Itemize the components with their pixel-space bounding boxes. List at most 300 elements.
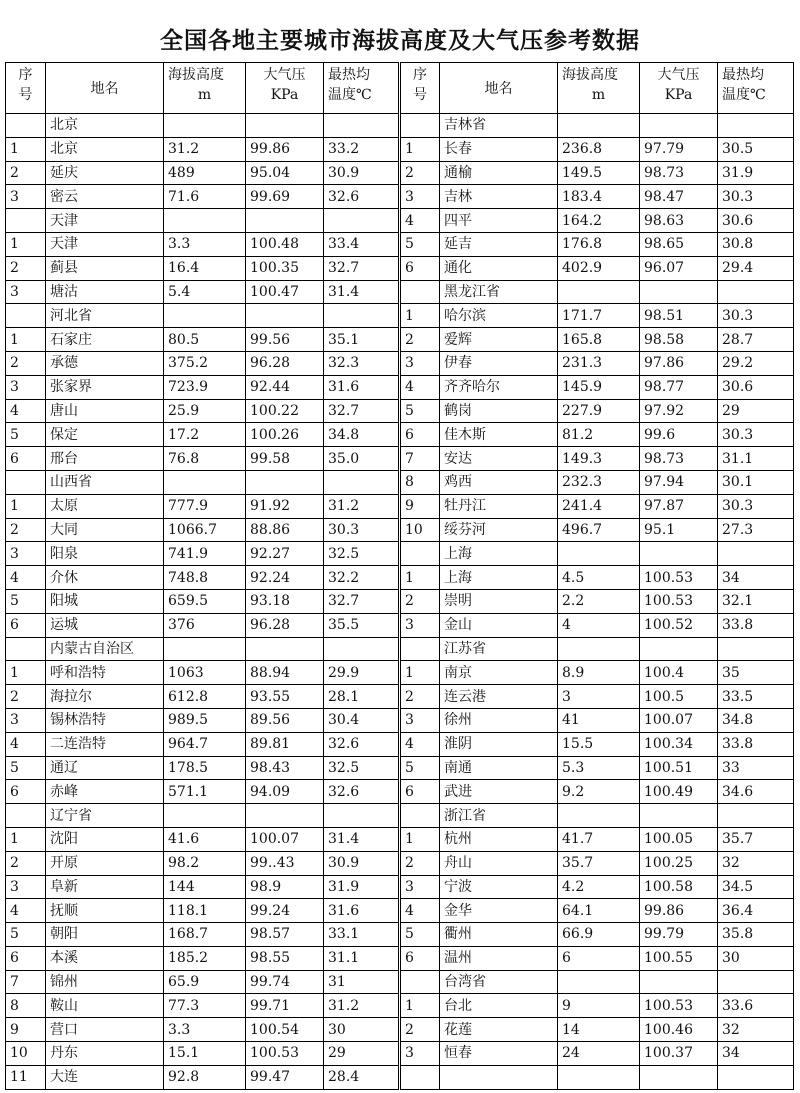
row-seq: 5 [6,589,46,613]
pressure-value: 99.86 [640,899,718,923]
row-seq: 3 [6,375,46,399]
city-name: 运城 [46,613,164,637]
altitude-value: 98.2 [164,851,246,875]
empty-cell [164,209,246,233]
city-name: 丹东 [46,1042,164,1066]
pressure-value: 89.81 [246,732,324,756]
temperature-value: 29.2 [718,351,794,375]
altitude-value: 5.4 [164,280,246,304]
row-seq: 2 [6,851,46,875]
altitude-value: 227.9 [558,399,640,423]
pressure-value: 99.71 [246,994,324,1018]
temperature-value: 31.2 [324,494,400,518]
empty-cell [640,804,718,828]
table-header-row [6,63,794,114]
row-seq: 8 [400,470,440,494]
header-seq: 序 号 [6,63,46,114]
table-row [6,328,794,352]
city-name: 金华 [440,899,558,923]
temperature-value: 30.8 [718,232,794,256]
empty-cell [718,637,794,661]
temperature-value: 27.3 [718,518,794,542]
temperature-value: 30.3 [718,304,794,328]
header-temperature: 最热均 温度℃ [718,63,794,114]
city-name: 鸡西 [440,470,558,494]
altitude-value: 178.5 [164,756,246,780]
table-row [6,589,794,613]
city-name: 开原 [46,851,164,875]
temperature-value: 30 [718,946,794,970]
province-label: 台湾省 [440,970,558,994]
row-seq: 5 [400,399,440,423]
row-seq: 1 [400,827,440,851]
empty-cell [558,114,640,138]
city-name: 通化 [440,256,558,280]
altitude-value: 165.8 [558,328,640,352]
row-seq: 2 [400,1018,440,1042]
city-name: 营口 [46,1018,164,1042]
temperature-value: 33.1 [324,923,400,947]
header-altitude: 海拔高度 m [164,63,246,114]
table-row [6,185,794,209]
pressure-value: 100.26 [246,423,324,447]
pressure-value: 100.47 [246,280,324,304]
city-name: 长春 [440,137,558,161]
pressure-value: 98.58 [640,328,718,352]
city-name: 锡林浩特 [46,708,164,732]
city-name: 塘沽 [46,280,164,304]
temperature-value: 33.4 [324,232,400,256]
altitude-value: 76.8 [164,447,246,471]
altitude-value: 375.2 [164,351,246,375]
temperature-value: 31.6 [324,899,400,923]
altitude-value: 164.2 [558,209,640,233]
table-row [6,518,794,542]
altitude-value: 612.8 [164,685,246,709]
altitude-value: 24 [558,1042,640,1066]
altitude-value: 9.2 [558,780,640,804]
pressure-value: 99.24 [246,899,324,923]
altitude-value: 2.2 [558,589,640,613]
city-name: 牡丹江 [440,494,558,518]
empty-cell [400,637,440,661]
pressure-value: 97.92 [640,399,718,423]
province-label: 吉林省 [440,114,558,138]
city-name: 锦州 [46,970,164,994]
table-row [6,851,794,875]
row-seq: 5 [6,756,46,780]
temperature-value: 31.4 [324,280,400,304]
pressure-value: 100.52 [640,613,718,637]
pressure-value: 99.86 [246,137,324,161]
altitude-value: 17.2 [164,423,246,447]
row-seq: 1 [400,137,440,161]
pressure-value: 99.79 [640,923,718,947]
empty-cell [246,209,324,233]
city-name: 爱辉 [440,328,558,352]
table-row [6,994,794,1018]
temperature-value: 30.4 [324,708,400,732]
temperature-value: 35.5 [324,613,400,637]
temperature-value: 35.0 [324,447,400,471]
pressure-value: 100.55 [640,946,718,970]
header-name: 地名 [46,63,164,114]
altitude-value: 149.3 [558,447,640,471]
row-seq: 3 [400,351,440,375]
city-name: 宁波 [440,875,558,899]
empty-cell [718,114,794,138]
pressure-value: 98.77 [640,375,718,399]
temperature-value: 34 [718,566,794,590]
city-name: 衢州 [440,923,558,947]
pressure-value: 100.49 [640,780,718,804]
row-seq: 2 [6,161,46,185]
pressure-value: 93.18 [246,589,324,613]
row-seq: 3 [400,708,440,732]
table-row [6,827,794,851]
altitude-value: 41 [558,708,640,732]
city-name: 伊春 [440,351,558,375]
altitude-value: 241.4 [558,494,640,518]
province-label: 黑龙江省 [440,280,558,304]
row-seq: 3 [400,875,440,899]
pressure-value: 100.5 [640,685,718,709]
altitude-value: 496.7 [558,518,640,542]
row-seq: 2 [6,351,46,375]
city-name: 大同 [46,518,164,542]
city-name: 阜新 [46,875,164,899]
altitude-value: 31.2 [164,137,246,161]
pressure-value: 99.47 [246,1065,324,1089]
altitude-value: 15.1 [164,1042,246,1066]
temperature-value: 28.7 [718,328,794,352]
altitude-value: 3.3 [164,232,246,256]
pressure-value: 98.47 [640,185,718,209]
altitude-pressure-table [5,62,794,1090]
altitude-value: 964.7 [164,732,246,756]
temperature-value: 32 [718,851,794,875]
temperature-value: 34.8 [324,423,400,447]
empty-cell [324,804,400,828]
table-row [6,137,794,161]
row-seq: 3 [6,280,46,304]
temperature-value: 34 [718,1042,794,1066]
table-row [6,804,794,828]
row-seq: 4 [400,375,440,399]
temperature-value: 31.9 [324,875,400,899]
table-row [6,304,794,328]
row-seq: 3 [400,613,440,637]
city-name: 石家庄 [46,328,164,352]
pressure-value: 97.86 [640,351,718,375]
empty-cell [718,1065,794,1089]
pressure-value: 99.6 [640,423,718,447]
row-seq: 1 [6,137,46,161]
city-name: 沈阳 [46,827,164,851]
city-name: 保定 [46,423,164,447]
temperature-value: 32 [718,1018,794,1042]
altitude-value: 176.8 [558,232,640,256]
empty-cell [164,114,246,138]
row-seq: 4 [6,399,46,423]
table-row [6,423,794,447]
city-name: 天津 [46,232,164,256]
pressure-value: 96.28 [246,613,324,637]
pressure-value: 97.79 [640,137,718,161]
row-seq: 3 [6,875,46,899]
temperature-value: 32.6 [324,780,400,804]
empty-cell [400,280,440,304]
altitude-value: 25.9 [164,399,246,423]
temperature-value: 30.9 [324,161,400,185]
province-label: 江苏省 [440,637,558,661]
city-name: 南通 [440,756,558,780]
table-row [6,732,794,756]
city-name: 朝阳 [46,923,164,947]
empty-cell [718,280,794,304]
empty-cell [6,470,46,494]
pressure-value: 99.56 [246,328,324,352]
temperature-value: 29.9 [324,661,400,685]
row-seq: 3 [6,542,46,566]
altitude-value: 4 [558,613,640,637]
table-row [6,780,794,804]
table-row [6,542,794,566]
city-name: 海拉尔 [46,685,164,709]
row-seq: 11 [6,1065,46,1089]
empty-cell [558,280,640,304]
table-row [6,685,794,709]
empty-cell [558,804,640,828]
row-seq: 3 [400,1042,440,1066]
row-seq: 2 [400,328,440,352]
altitude-value: 6 [558,946,640,970]
header-seq: 序 号 [400,63,440,114]
altitude-value: 14 [558,1018,640,1042]
empty-cell [718,970,794,994]
row-seq: 10 [6,1042,46,1066]
province-label: 浙江省 [440,804,558,828]
pressure-value: 91.92 [246,494,324,518]
pressure-value: 98.43 [246,756,324,780]
pressure-value: 98.57 [246,923,324,947]
table-row [6,280,794,304]
temperature-value: 30.3 [324,518,400,542]
row-seq: 2 [400,161,440,185]
temperature-value: 29 [718,399,794,423]
city-name: 哈尔滨 [440,304,558,328]
altitude-value: 489 [164,161,246,185]
row-seq: 2 [6,256,46,280]
pressure-value: 88.86 [246,518,324,542]
temperature-value: 30 [324,1018,400,1042]
empty-cell [164,304,246,328]
table-row [6,209,794,233]
row-seq: 3 [400,185,440,209]
empty-cell [6,304,46,328]
altitude-value: 185.2 [164,946,246,970]
empty-cell [6,637,46,661]
table-row [6,1018,794,1042]
empty-cell [246,304,324,328]
city-name: 二连浩特 [46,732,164,756]
row-seq: 2 [6,518,46,542]
row-seq: 6 [400,423,440,447]
empty-cell [164,637,246,661]
city-name: 安达 [440,447,558,471]
row-seq: 8 [6,994,46,1018]
city-name: 阳泉 [46,542,164,566]
pressure-value: 98.73 [640,447,718,471]
pressure-value: 100.46 [640,1018,718,1042]
empty-cell [640,542,718,566]
table-row [6,232,794,256]
row-seq: 3 [6,185,46,209]
altitude-value: 5.3 [558,756,640,780]
temperature-value: 30.3 [718,494,794,518]
altitude-value: 15.5 [558,732,640,756]
city-name: 阳城 [46,589,164,613]
empty-cell [558,1065,640,1089]
city-name: 密云 [46,185,164,209]
temperature-value: 29 [324,1042,400,1066]
city-name: 温州 [440,946,558,970]
altitude-value: 8.9 [558,661,640,685]
row-seq: 5 [400,756,440,780]
city-name: 舟山 [440,851,558,875]
temperature-value: 30.6 [718,209,794,233]
temperature-value: 28.1 [324,685,400,709]
city-name: 淮阴 [440,732,558,756]
pressure-value: 99.74 [246,970,324,994]
empty-cell [246,804,324,828]
altitude-value: 659.5 [164,589,246,613]
row-seq: 4 [400,209,440,233]
empty-cell [164,470,246,494]
table-row [6,1065,794,1089]
table-row [6,946,794,970]
empty-cell [6,804,46,828]
altitude-value: 66.9 [558,923,640,947]
temperature-value: 35.8 [718,923,794,947]
altitude-value: 9 [558,994,640,1018]
header-pressure: 大气压 KPa [246,63,324,114]
city-name: 通榆 [440,161,558,185]
header-name: 地名 [440,63,558,114]
empty-cell [558,542,640,566]
table-row [6,566,794,590]
city-name: 绥芬河 [440,518,558,542]
province-label: 河北省 [46,304,164,328]
temperature-value: 35.7 [718,827,794,851]
altitude-value: 748.8 [164,566,246,590]
pressure-value: 100.05 [640,827,718,851]
city-name: 金山 [440,613,558,637]
empty-cell [324,114,400,138]
empty-cell [246,470,324,494]
empty-cell [324,304,400,328]
temperature-value: 30.5 [718,137,794,161]
city-name: 鞍山 [46,994,164,1018]
temperature-value: 34.6 [718,780,794,804]
empty-cell [640,1065,718,1089]
city-name: 鹤岗 [440,399,558,423]
row-seq: 9 [400,494,440,518]
temperature-value: 32.7 [324,399,400,423]
empty-cell [164,804,246,828]
city-name: 崇明 [440,589,558,613]
temperature-value: 31.1 [718,447,794,471]
empty-cell [718,804,794,828]
row-seq: 5 [400,232,440,256]
temperature-value: 32.2 [324,566,400,590]
empty-cell [400,114,440,138]
empty-cell [324,637,400,661]
city-name: 南京 [440,661,558,685]
temperature-value: 30.1 [718,470,794,494]
altitude-value: 144 [164,875,246,899]
table-row [6,399,794,423]
pressure-value: 98.73 [640,161,718,185]
pressure-value: 99.69 [246,185,324,209]
pressure-value: 95.1 [640,518,718,542]
pressure-value: 99.58 [246,447,324,471]
temperature-value: 32.6 [324,185,400,209]
empty-cell [718,542,794,566]
empty-cell [400,542,440,566]
altitude-value: 183.4 [558,185,640,209]
temperature-value: 33.6 [718,994,794,1018]
empty-cell [640,114,718,138]
altitude-value: 571.1 [164,780,246,804]
empty-cell [6,114,46,138]
row-seq: 6 [6,780,46,804]
table-row [6,899,794,923]
pressure-value: 95.04 [246,161,324,185]
altitude-value: 145.9 [558,375,640,399]
row-seq: 3 [6,708,46,732]
altitude-value: 64.1 [558,899,640,923]
pressure-value: 100.07 [640,708,718,732]
city-name: 台北 [440,994,558,1018]
altitude-value: 777.9 [164,494,246,518]
temperature-value: 35 [718,661,794,685]
pressure-value: 98.55 [246,946,324,970]
empty-cell [640,637,718,661]
table-row [6,970,794,994]
header-altitude: 海拔高度 m [558,63,640,114]
altitude-value: 171.7 [558,304,640,328]
table-row [6,637,794,661]
pressure-value: 100.58 [640,875,718,899]
altitude-value: 376 [164,613,246,637]
row-seq: 1 [6,232,46,256]
row-seq: 10 [400,518,440,542]
city-name: 武进 [440,780,558,804]
empty-cell [324,470,400,494]
temperature-value: 32.7 [324,256,400,280]
row-seq: 5 [6,923,46,947]
table-row [6,494,794,518]
temperature-value: 33.5 [718,685,794,709]
temperature-value: 31.1 [324,946,400,970]
row-seq: 6 [400,256,440,280]
table-row [6,351,794,375]
row-seq: 1 [400,566,440,590]
temperature-value: 32.5 [324,756,400,780]
pressure-value: 100.53 [246,1042,324,1066]
altitude-value: 4.2 [558,875,640,899]
